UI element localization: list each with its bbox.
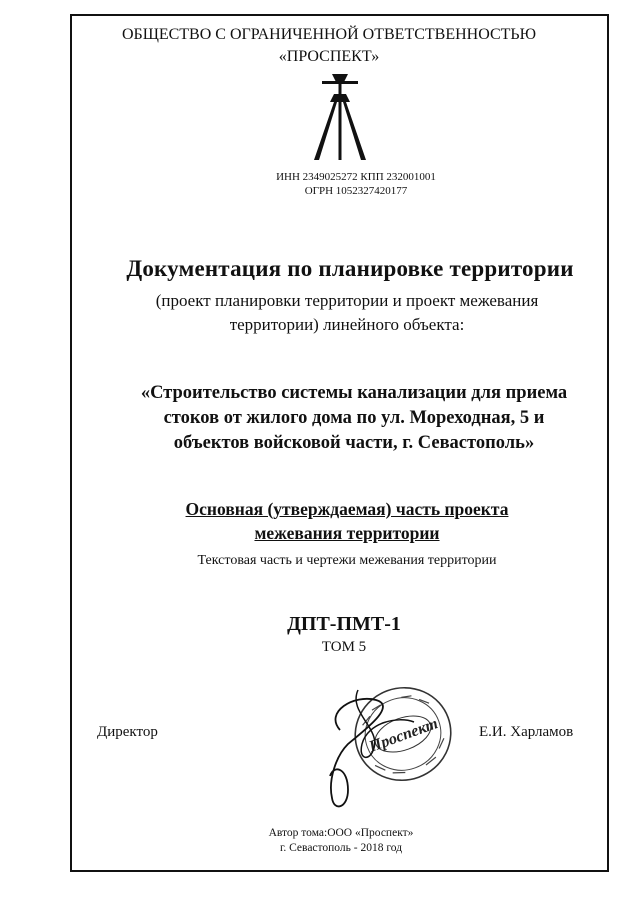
city-year: г. Севастополь - 2018 год: [279, 842, 403, 854]
footer: [70, 826, 612, 856]
document-subtitle: [74, 289, 620, 337]
registration-ids: [140, 170, 572, 198]
part-title-line-2: межевания территории: [254, 523, 440, 543]
inn-kpp-text: ИНН 2349025272 КПП 232001001: [276, 171, 436, 183]
organization-line-1: ОБЩЕСТВО С ОГРАНИЧЕННОЙ ОТВЕТСТВЕННОСТЬЮ: [121, 26, 537, 43]
organization-name: [50, 24, 608, 68]
part-title: [76, 497, 618, 545]
theodolite-logo-icon: [310, 72, 370, 164]
document-subtitle-line-2: территории) линейного объекта:: [229, 315, 465, 334]
document-code: ДПТ-ПМТ-1: [287, 613, 401, 635]
organization-line-2: «ПРОСПЕКТ»: [278, 48, 380, 65]
volume-author: Автор тома:ООО «Проспект»: [268, 827, 414, 839]
company-stamp-icon: [318, 672, 468, 818]
project-name: [80, 381, 628, 456]
signatory-name: Е.И. Харламов: [479, 724, 574, 740]
project-name-line-2: стоков от жилого дома по ул. Мореходная, 5 и: [163, 408, 545, 428]
project-name-line-3: объектов войсковой части, г. Севастополь»: [173, 433, 535, 453]
project-name-line-1: «Строительство системы канализации для приема: [140, 383, 568, 403]
signatory-role: Директор: [97, 724, 158, 740]
document-subtitle-line-1: (проект планировки территории и проект межевания: [155, 291, 539, 310]
ogrn-text: ОГРН 1052327420177: [304, 185, 408, 197]
part-title-line-1: Основная (утверждаемая) часть проекта: [185, 499, 509, 519]
part-subtitle: Текстовая часть и чертежи межевания территории: [197, 553, 497, 568]
stamp-center-text: Проспект: [366, 715, 441, 756]
volume-number: ТОМ 5: [321, 639, 367, 655]
document-title: Документация по планировке территории: [126, 256, 574, 281]
